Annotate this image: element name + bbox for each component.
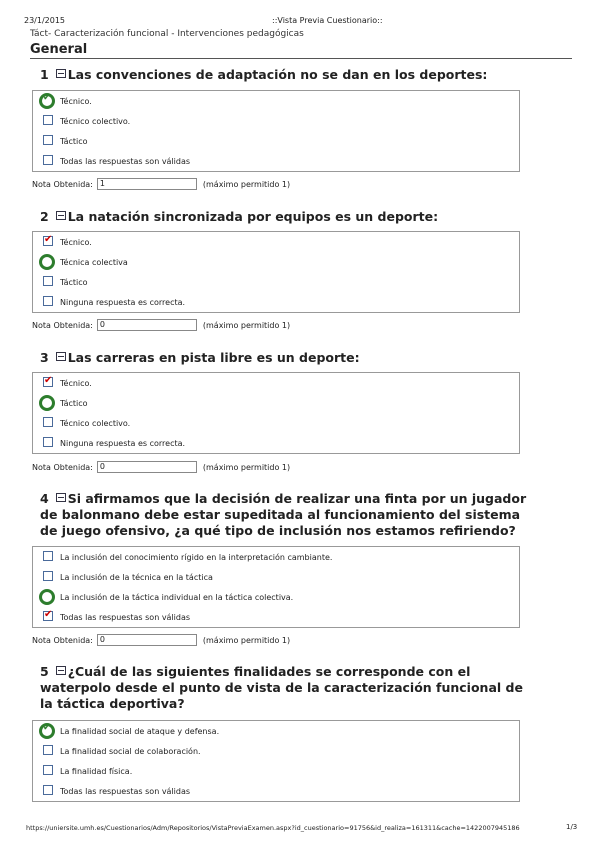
option[interactable] bbox=[33, 781, 519, 801]
checkbox-checked[interactable] bbox=[43, 611, 53, 621]
score-field[interactable]: 0 bbox=[97, 319, 197, 331]
option[interactable] bbox=[33, 232, 519, 252]
option[interactable] bbox=[33, 741, 519, 761]
question-icon bbox=[56, 666, 66, 675]
correct-answer-marker-icon bbox=[39, 395, 55, 411]
question-5-title bbox=[40, 664, 540, 712]
option[interactable] bbox=[33, 252, 519, 272]
option[interactable] bbox=[33, 413, 519, 433]
option-label: Técnico. bbox=[60, 237, 92, 247]
option-label: Todas las respuestas son válidas bbox=[60, 612, 191, 622]
max-label: (máximo permitido 1) bbox=[202, 635, 291, 645]
correct-answer-marker-icon bbox=[39, 589, 55, 605]
question-number: 4 bbox=[40, 491, 49, 506]
option-label: Técnico colectivo. bbox=[60, 116, 131, 126]
checkbox[interactable] bbox=[43, 155, 53, 165]
print-title: ::Vista Previa Cuestionario:: bbox=[272, 16, 383, 25]
score-label: Nota Obtenida: bbox=[32, 635, 93, 645]
option-label: La finalidad física. bbox=[60, 766, 133, 776]
option[interactable] bbox=[33, 272, 519, 292]
option-label: Todas las respuestas son válidas bbox=[60, 786, 191, 796]
question-3-options bbox=[32, 372, 520, 454]
option[interactable] bbox=[33, 587, 519, 607]
option-label: La inclusión de la táctica individual en la táctica colectiva. bbox=[60, 592, 294, 602]
checkbox[interactable] bbox=[43, 135, 53, 145]
option-label: Ninguna respuesta es correcta. bbox=[60, 438, 186, 448]
score-label: Nota Obtenida: bbox=[32, 179, 93, 189]
checkbox-checked[interactable] bbox=[43, 236, 53, 246]
option[interactable] bbox=[33, 151, 519, 171]
question-text: Las carreras en pista libre es un deporte: bbox=[67, 350, 360, 365]
score-field[interactable]: 0 bbox=[97, 634, 197, 646]
question-icon bbox=[56, 69, 66, 78]
option[interactable] bbox=[33, 91, 519, 111]
section-heading: General bbox=[30, 42, 572, 59]
option[interactable] bbox=[33, 567, 519, 587]
question-2-options bbox=[32, 231, 520, 313]
question-icon bbox=[56, 493, 66, 502]
checkbox[interactable] bbox=[43, 115, 53, 125]
question-text: ¿Cuál de las siguientes finalidades se corresponde con el waterpolo desde el punto de vista de la caracterización funcional de la táctica deportiva? bbox=[40, 664, 523, 711]
score-label: Nota Obtenida: bbox=[32, 320, 93, 330]
option[interactable] bbox=[33, 292, 519, 312]
option[interactable] bbox=[33, 393, 519, 413]
option-label: Táctico bbox=[60, 398, 88, 408]
question-number: 3 bbox=[40, 350, 49, 365]
max-label: (máximo permitido 1) bbox=[202, 462, 291, 472]
question-4-score bbox=[32, 634, 290, 646]
correct-answer-marker-icon bbox=[39, 254, 55, 270]
question-1-options bbox=[32, 90, 520, 172]
max-label: (máximo permitido 1) bbox=[202, 320, 291, 330]
option-label: Técnico. bbox=[60, 378, 92, 388]
checkbox[interactable] bbox=[43, 417, 53, 427]
checkbox[interactable] bbox=[43, 437, 53, 447]
checkbox-checked[interactable] bbox=[43, 377, 53, 387]
checkbox[interactable] bbox=[43, 765, 53, 775]
option[interactable] bbox=[33, 131, 519, 151]
footer-url: https://uniersite.umh.es/Cuestionarios/Adm/Repositorios/VistaPreviaExamen.aspx?id_cuestionario=91756&id_realiza=161311&cache=1422007945186 bbox=[26, 824, 520, 832]
option-label: Técnico colectivo. bbox=[60, 418, 131, 428]
option[interactable] bbox=[33, 433, 519, 453]
question-icon bbox=[56, 211, 66, 220]
correct-answer-marker-icon bbox=[39, 93, 55, 109]
question-text: Las convenciones de adaptación no se dan en los deportes: bbox=[67, 67, 488, 82]
option[interactable] bbox=[33, 761, 519, 781]
checkbox[interactable] bbox=[43, 785, 53, 795]
option-label: Táctico bbox=[60, 136, 88, 146]
option-label: Técnico. bbox=[60, 96, 92, 106]
option-label: Todas las respuestas son válidas bbox=[60, 156, 191, 166]
correct-answer-marker-icon bbox=[39, 723, 55, 739]
course-title: Táct- Caracterización funcional - Intervenciones pedagógicas bbox=[30, 29, 304, 39]
option[interactable] bbox=[33, 547, 519, 567]
question-4-options bbox=[32, 546, 520, 628]
question-3-score bbox=[32, 461, 290, 473]
question-text: Si afirmamos que la decisión de realizar una finta por un jugador de balonmano debe estar supeditada al funcionamiento del sistema de juego ofensivo, ¿a qué tipo de inclusión nos estamos refiriendo? bbox=[40, 491, 527, 538]
option-label: La finalidad social de colaboración. bbox=[60, 746, 201, 756]
option[interactable] bbox=[33, 607, 519, 627]
question-1-title bbox=[40, 67, 540, 83]
checkbox[interactable] bbox=[43, 276, 53, 286]
question-1-score bbox=[32, 178, 290, 190]
page-number: 1/3 bbox=[566, 823, 578, 831]
print-date: 23/1/2015 bbox=[24, 16, 66, 25]
question-4-title bbox=[40, 491, 540, 539]
checkbox[interactable] bbox=[43, 296, 53, 306]
question-3-title bbox=[40, 350, 540, 366]
checkbox[interactable] bbox=[43, 551, 53, 561]
checkbox[interactable] bbox=[43, 571, 53, 581]
question-5-options bbox=[32, 720, 520, 802]
score-field[interactable]: 1 bbox=[97, 178, 197, 190]
option[interactable] bbox=[33, 373, 519, 393]
option-label: La finalidad social de ataque y defensa. bbox=[60, 726, 220, 736]
question-2-title bbox=[40, 209, 540, 225]
option-label: La inclusión de la técnica en la táctica bbox=[60, 572, 213, 582]
option-label: Técnica colectiva bbox=[60, 257, 128, 267]
question-2-score bbox=[32, 319, 290, 331]
option[interactable] bbox=[33, 721, 519, 741]
score-field[interactable]: 0 bbox=[97, 461, 197, 473]
option-label: Táctico bbox=[60, 277, 88, 287]
question-text: La natación sincronizada por equipos es un deporte: bbox=[67, 209, 439, 224]
score-label: Nota Obtenida: bbox=[32, 462, 93, 472]
max-label: (máximo permitido 1) bbox=[202, 179, 291, 189]
question-icon bbox=[56, 352, 66, 361]
question-number: 2 bbox=[40, 209, 49, 224]
question-number: 5 bbox=[40, 664, 49, 679]
option[interactable] bbox=[33, 111, 519, 131]
option-label: Ninguna respuesta es correcta. bbox=[60, 297, 186, 307]
checkbox[interactable] bbox=[43, 745, 53, 755]
option-label: La inclusión del conocimiento rígido en la interpretación cambiante. bbox=[60, 552, 333, 562]
question-number: 1 bbox=[40, 67, 49, 82]
